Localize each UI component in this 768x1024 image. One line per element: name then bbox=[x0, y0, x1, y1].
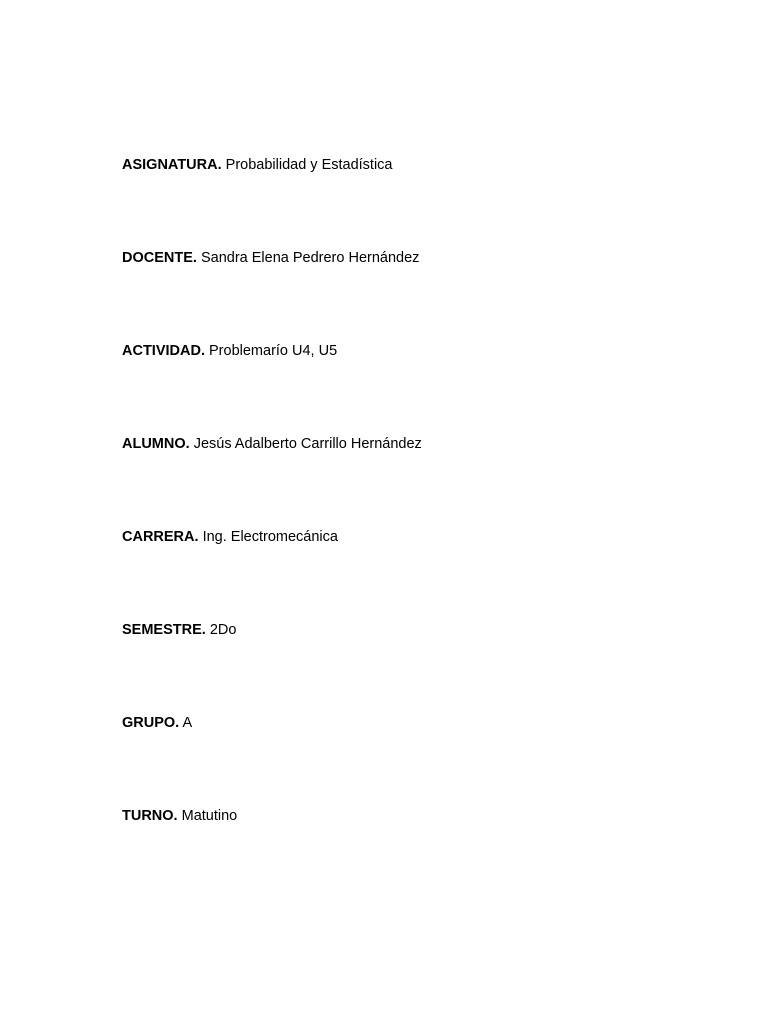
field-label: GRUPO. bbox=[122, 715, 180, 731]
field-label: ALUMNO. bbox=[122, 436, 190, 452]
field-value: Ing. Electromecánica bbox=[202, 529, 338, 545]
field-label: TURNO. bbox=[122, 808, 178, 824]
field-actividad bbox=[122, 342, 337, 360]
field-turno bbox=[122, 807, 237, 825]
field-label: CARRERA. bbox=[122, 529, 199, 545]
field-value: 2Do bbox=[209, 622, 237, 638]
field-value: Sandra Elena Pedrero Hernández bbox=[200, 250, 420, 266]
field-label: SEMESTRE. bbox=[122, 622, 206, 638]
field-label: ACTIVIDAD. bbox=[122, 343, 205, 359]
field-value: Jesús Adalberto Carrillo Hernández bbox=[193, 436, 422, 452]
field-semestre bbox=[122, 621, 236, 639]
field-asignatura bbox=[122, 156, 393, 174]
field-value: A bbox=[182, 715, 193, 731]
field-value: Problemarío U4, U5 bbox=[209, 343, 338, 359]
field-value: Matutino bbox=[181, 808, 238, 824]
field-grupo bbox=[122, 714, 192, 732]
field-carrera bbox=[122, 528, 338, 546]
field-docente bbox=[122, 249, 419, 267]
field-label: DOCENTE. bbox=[122, 250, 197, 266]
field-alumno bbox=[122, 435, 422, 453]
field-value: Probabilidad y Estadística bbox=[225, 157, 393, 173]
field-label: ASIGNATURA. bbox=[122, 157, 222, 173]
